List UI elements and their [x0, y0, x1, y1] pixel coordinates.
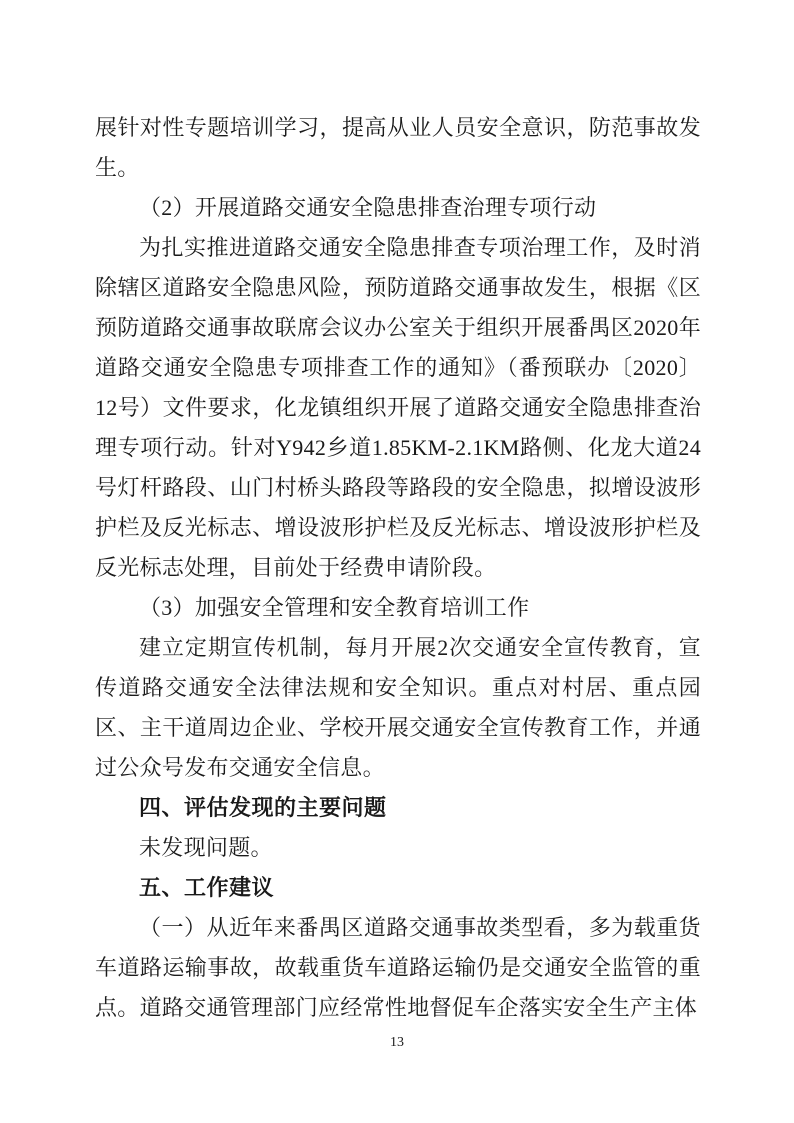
subheading-item-3-safety-education: （3）加强安全管理和安全教育培训工作: [139, 595, 530, 620]
subheading-item-2-hazard-inspection: （2）开展道路交通安全隐患排查治理专项行动: [139, 195, 597, 220]
page-number: 13: [390, 1035, 404, 1050]
section-heading-5-work-suggestions: 五、工作建议: [139, 875, 275, 900]
paragraph-suggestion-1: （一）从近年来番禺区道路交通事故类型看，多为载重货车道路运输事故，故载重货车道路运输仍是交通安全监管的重点。道路交通管理部门应经常性地督促车企落实安全生产主体: [95, 915, 701, 1020]
paragraph-safety-education-detail: 建立定期宣传机制，每月开展2次交通安全宣传教育，宣传道路交通安全法律法规和安全知识。重点对村居、重点园区、主干道周边企业、学校开展交通安全宣传教育工作，并通过公众号发布交通安全信息。: [95, 635, 701, 780]
paragraph-hazard-inspection-detail: 为扎实推进道路交通安全隐患排查专项治理工作，及时消除辖区道路安全隐患风险，预防道路交通事故发生，根据《区预防道路交通事故联席会议办公室关于组织开展番禺区2020年道路交通安全隐患专项排查工作的通知》（番预联办〔2020〕12号）文件要求，化龙镇组织开展了道路交通安全隐患排查治理专项行动。针对Y942乡道1.85KM-2.1KM路侧、化龙大道24号灯杆路段、山门村桥头路段等路段的安全隐患，拟增设波形护栏及反光标志、增设波形护栏及反光标志、增设波形护栏及反光标志处理，目前处于经费申请阶段。: [95, 235, 701, 580]
paragraph-training-continued: 展针对性专题培训学习，提高从业人员安全意识，防范事故发生。: [95, 115, 701, 180]
document-body: [95, 108, 701, 1028]
paragraph-no-problems: 未发现问题。: [139, 835, 273, 860]
section-heading-4-problems-found: 四、评估发现的主要问题: [139, 795, 387, 820]
